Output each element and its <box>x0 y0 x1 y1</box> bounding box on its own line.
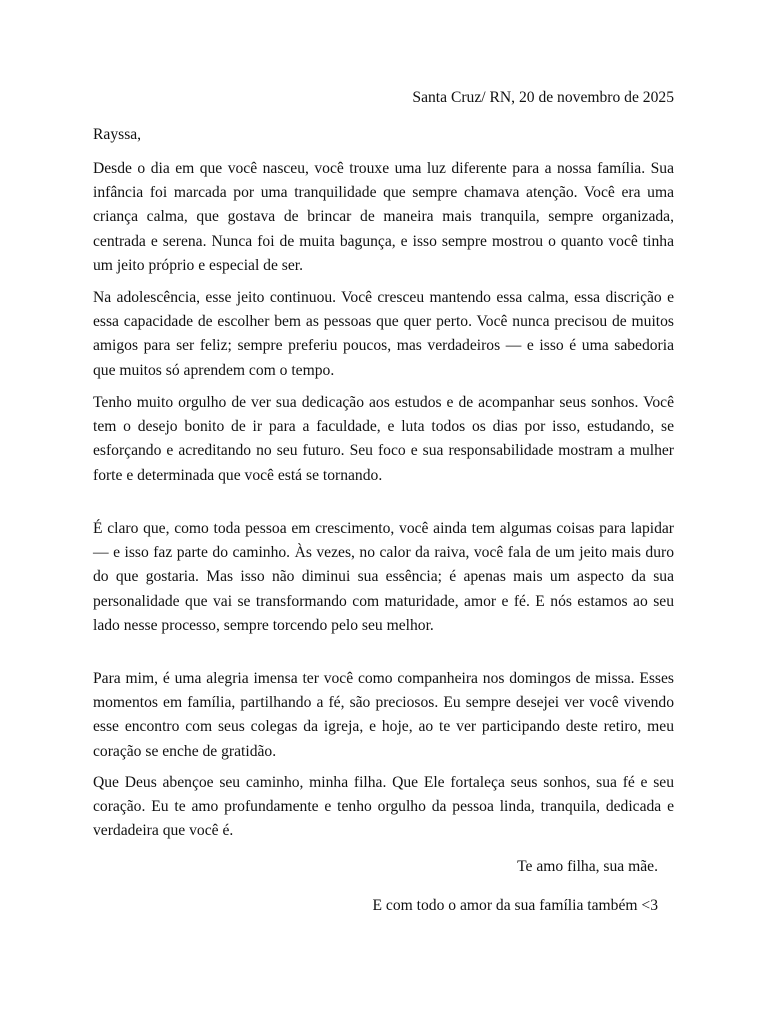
letter-paragraph-childhood: Desde o dia em que você nasceu, você trouxe uma luz diferente para a nossa família. Sua infância foi marcada por uma tranquilidade que sempre chamava atenção. Você era uma criança calma, que gostava de brincar de maneira mais tranquila, sempre organizada, centrada e serena. Nunca foi de muita bagunça, e isso sempre mostrou o quanto você tinha um jeito próprio e especial de ser. <box>93 160 674 274</box>
letter-paragraph-studies: Tenho muito orgulho de ver sua dedicação aos estudos e de acompanhar seus sonhos. Você tem o desejo bonito de ir para a faculdade, e luta todos os dias por isso, estudando, se esforçando e acreditando no seu futuro. Seu foco e sua responsabilidade mostram a mulher forte e determinada que você está se tornando. <box>93 394 674 484</box>
letter-greeting: Rayssa, <box>93 126 142 143</box>
letter-paragraph-adolescence: Na adolescência, esse jeito continuou. Você cresceu mantendo essa calma, essa discrição e essa capacidade de escolher bem as pessoas que quer perto. Você nunca precisou de muitos amigos para ser feliz; sempre preferiu poucos, mas verdadeiros — e isso é uma sabedoria que muitos só aprendem com o tempo. <box>93 289 674 379</box>
letter-paragraph-faith: Para mim, é uma alegria imensa ter você como companheira nos domingos de missa. Esses momentos em família, partilhando a fé, são preciosos. Eu sempre desejei ver você vivendo esse encontro com seus colegas da igreja, e hoje, ao te ver participando deste retiro, meu coração se enche de gratidão. <box>93 670 674 760</box>
letter-paragraph-growth: É claro que, como toda pessoa em crescimento, você ainda tem algumas coisas para lapidar — e isso faz parte do caminho. Às vezes, no calor da raiva, você fala de um jeito mais duro do que gostaria. Mas isso não diminui sua essência; é apenas mais um aspecto da sua personalidade que vai se transformando com maturidade, amor e fé. E nós estamos ao seu lado nesse processo, sempre torcendo pelo seu melhor. <box>93 520 674 634</box>
letter-postscript: E com todo o amor da sua família também <3 <box>372 897 658 914</box>
letter-paragraph-blessing: Que Deus abençoe seu caminho, minha filha. Que Ele fortaleça seus sonhos, sua fé e seu coração. Eu te amo profundamente e tenho orgulho da pessoa linda, tranquila, dedicada e verdadeira que você é. <box>93 774 674 840</box>
letter-page <box>93 0 674 1024</box>
letter-dateline: Santa Cruz/ RN, 20 de novembro de 2025 <box>412 89 674 106</box>
letter-signoff: Te amo filha, sua mãe. <box>517 858 658 875</box>
